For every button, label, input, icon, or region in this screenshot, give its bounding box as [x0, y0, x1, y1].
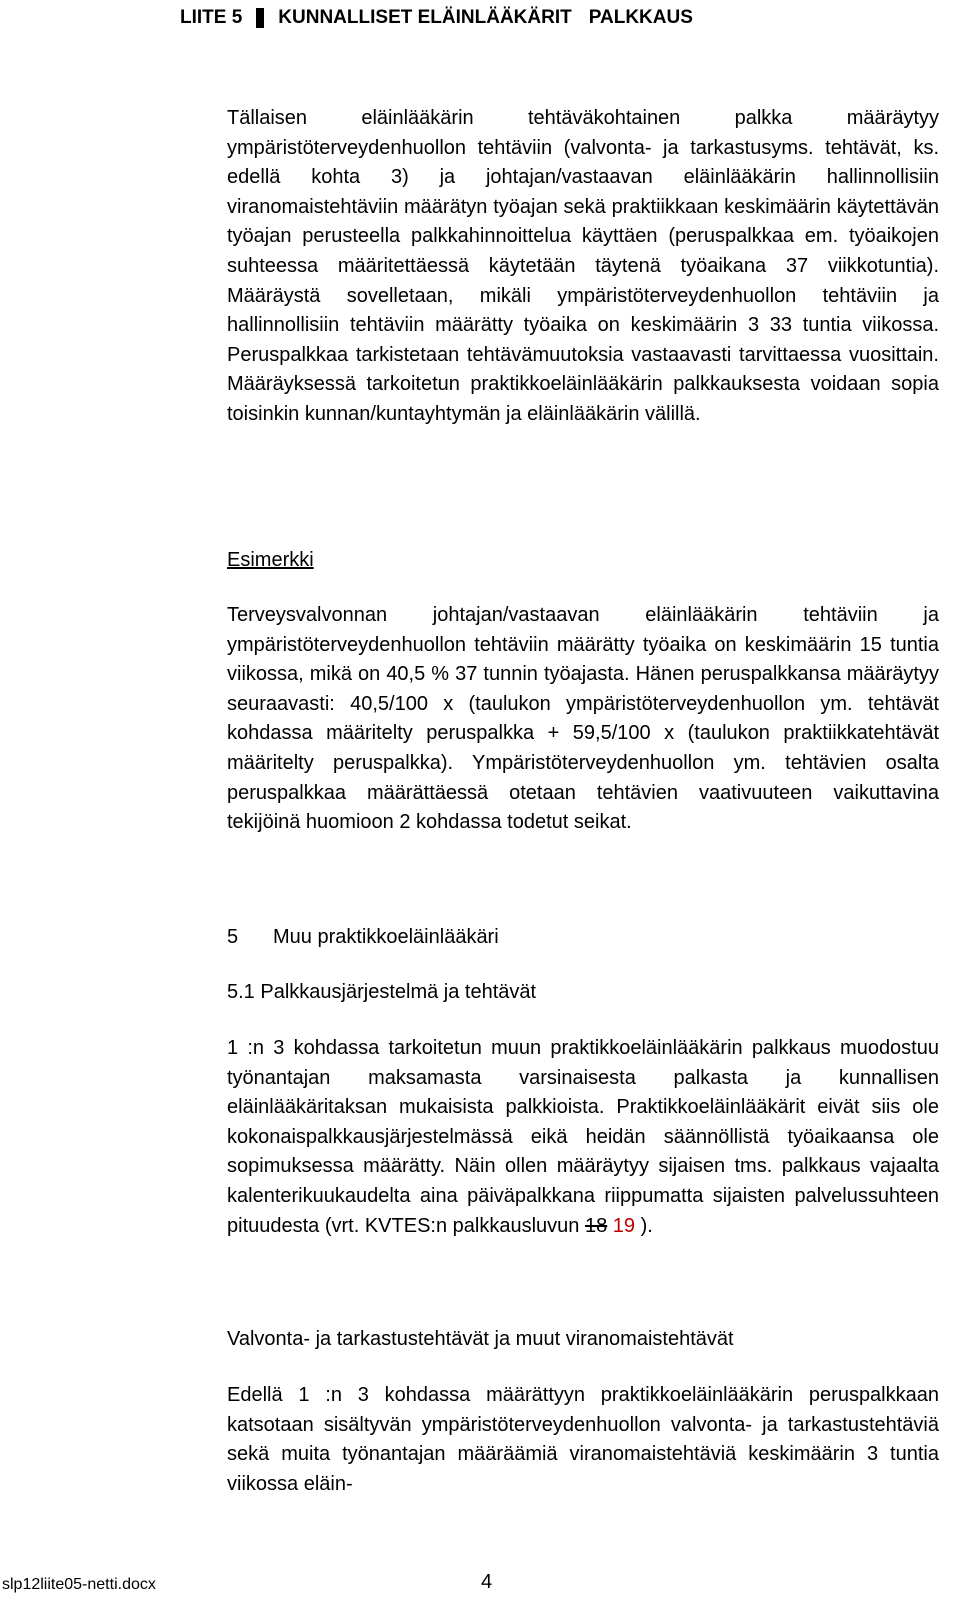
footer-filename: slp12liite05-netti.docx [2, 1576, 156, 1593]
footer-page-number: 4 [481, 1571, 493, 1593]
paragraph-ending: ). [640, 1214, 653, 1237]
valvonta-heading: Valvonta- ja tarkastustehtävät ja muut viranomaistehtävät [227, 1328, 734, 1350]
deleted-chapter-number: 18 [584, 1214, 608, 1237]
header-separator-bar [256, 8, 264, 28]
section-number: 5 [227, 926, 239, 948]
section-heading-5-1 [227, 978, 536, 1008]
section-heading-5 [227, 923, 499, 953]
paragraph-text: Tällaisen eläinlääkärin tehtäväkohtainen palkka määräytyy ympäristöterveydenhuollon tehtäviin (valvonta- ja tarkastusyms. tehtävät, ks. edellä kohta 3) ja johtajan/vastaavan eläinlääkärin hallinnollisiin viranomaistehtäviin määrätyn työajan sekä praktiikkaan keskimäärin käytettävän työajan perusteella palkkahinnoittelua käyttäen (peruspalkkaa em. työaikojen suhteessa määritettäessä käytetään täytenä työaikana 37 viikkotuntia). Määräystä sovelletaan, mikäli ympäristöterveydenhuollon tehtäviin ja hallinnollisiin tehtäviin määrätty työaika on keskimäärin 3 33 tuntia viikossa. Peruspalkkaa tarkistetaan tehtävämuutoksia vastaavasti tarvittaessa vuosittain. Määräyksessä tarkoitetun praktikkoeläinlääkärin palkkauksesta voidaan sopia toisinkin kunnan/kuntayhtymän ja eläinlääkärin välillä. [227, 107, 939, 425]
page-header [180, 4, 693, 32]
section-title: Palkkausjärjestelmä ja tehtävät [260, 981, 537, 1003]
section-title: Muu praktikkoeläinlääkäri [273, 926, 499, 948]
header-section: PALKKAUS [588, 7, 693, 28]
section-number: 5.1 [227, 981, 255, 1003]
paragraph-text: Edellä 1 :n 3 kohdassa määrättyyn praktikkoeläinlääkärin peruspalkkaan katsotaan sisältyvän ympäristöterveydenhuollon valvonta- ja tarkastustehtäviä sekä muita työnantajan määräämiä viranomaistehtäviä keskimäärin 3 tuntia viikossa eläin- [227, 1384, 939, 1495]
appendix-label: LIITE 5 [180, 7, 243, 28]
paragraph-praktikko-palkka [227, 104, 939, 430]
inserted-chapter-number: 19 [612, 1214, 636, 1237]
paragraph-valvonta [227, 1381, 939, 1499]
example-heading: Esimerkki [227, 549, 314, 571]
paragraph-text: Terveysvalvonnan johtajan/vastaavan eläinlääkärin tehtäviin ja ympäristöterveydenhuollon tehtäviin määrätty työaika on keskimäärin 15 tuntia viikossa, mikä on 40,5 % 37 tunnin työajasta. Hänen peruspalkkansa määräytyy seuraavasti: 40,5/100 x (taulukon ympäristöterveydenhuollon ym. tehtävät kohdassa määritelty peruspalkka + 59,5/100 x (taulukon praktiikkatehtävät määritelty peruspalkka). Ympäristöterveydenhuollon ym. tehtävien osalta peruspalkkaa määrättäessä otetaan tehtävien vaativuuteen vaikuttavina tekijöinä huomioon 2 kohdassa todetut seikat. [227, 604, 939, 834]
paragraph-body: 1 :n 3 kohdassa tarkoitetun muun praktikkoeläinlääkärin palkkaus muodostuu työnantajan maksamasta varsinaisesta palkasta ja kunnallisen eläinlääkäritaksan mukaisista palkkioista. Praktikkoeläinlääkärit eivät siis ole kokonaispalkkausjärjestelmässä eikä heidän säännöllistä työaikaansa ole sopimuksessa määrätty. Näin ollen määräytyy sijaisen tms. palkkaus vajaalta kalenterikuukaudelta aina päiväpalkkana riippumatta sijaisten palvelussuhteen pituudesta (vrt. KVTES:n palkkausluvun [227, 1037, 939, 1237]
paragraph-example [227, 601, 939, 838]
paragraph-text [227, 1034, 939, 1241]
paragraph-palkkausjarjestelma [227, 1034, 939, 1241]
header-title: KUNNALLISET ELÄINLÄÄKÄRIT [278, 7, 572, 28]
